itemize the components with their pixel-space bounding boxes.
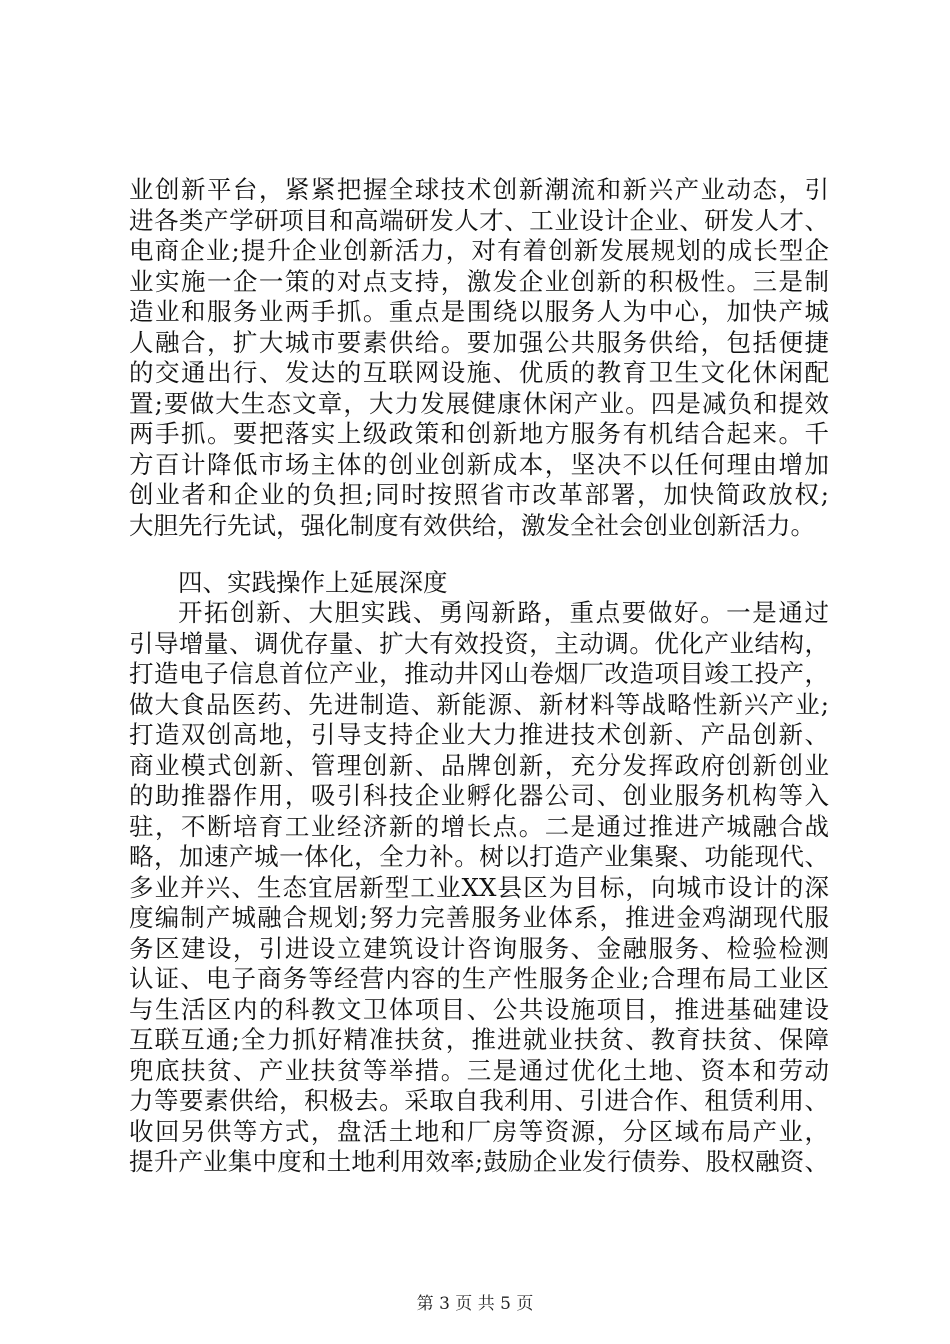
- text-line: 造业和服务业两手抓。重点是围绕以服务人为中心，加快产城: [129, 297, 829, 326]
- text-line: 方百计降低市场主体的创业创新成本，坚决不以任何理由增加: [129, 449, 829, 479]
- text-line: 大胆先行先试，强化制度有效供给，激发全社会创业创新活力。: [129, 510, 815, 540]
- text-line: 兜底扶贫、产业扶贫等举措。三是通过优化土地、资本和劳动: [129, 1055, 829, 1085]
- text-line: 做大食品医药、先进制造、新能源、新材料等战略性新兴产业;: [129, 689, 829, 719]
- text-line: 进各类产学研项目和高端研发人才、工业设计企业、研发人才、: [129, 205, 829, 235]
- text-line: 业实施一企一策的对点支持，激发企业创新的积极性。三是制: [129, 266, 829, 296]
- text-line: 与生活区内的科教文卫体项目、公共设施项目，推进基础建设: [129, 994, 829, 1024]
- text-line: 打造双创高地，引导支持企业大力推进技术创新、产品创新、: [129, 720, 829, 749]
- paragraph-2: [129, 598, 829, 1178]
- text-line: 收回另供等方式，盘活土地和厂房等资源，分区域布局产业，: [129, 1116, 829, 1146]
- text-line: 提升产业集中度和土地利用效率;鼓励企业发行债券、股权融资、: [129, 1147, 829, 1176]
- text-line: 人融合，扩大城市要素供给。要加强公共服务供给，包括便捷: [129, 327, 829, 357]
- text-line: 两手抓。要把落实上级政策和创新地方服务有机结合起来。千: [129, 419, 829, 448]
- text-line: 开拓创新、大胆实践、勇闯新路，重点要做好。一是通过: [178, 598, 829, 627]
- text-line: 业创新平台，紧紧把握全球技术创新潮流和新兴产业动态，引: [129, 175, 829, 204]
- text-line: 度编制产城融合规划;努力完善服务业体系，推进金鸡湖现代服: [129, 903, 829, 932]
- text-line: 认证、电子商务等经营内容的生产性服务企业;合理布局工业区: [129, 964, 829, 993]
- section-heading: 四、实践操作上延展深度: [178, 568, 448, 597]
- text-line: 创业者和企业的负担;同时按照省市改革部署，加快简政放权;: [129, 480, 829, 509]
- text-line: 略，加速产城一体化，全力补。树以打造产业集聚、功能现代、: [129, 842, 829, 871]
- text-line: 驻，不断培育工业经济新的增长点。二是通过推进产城融合战: [129, 811, 829, 841]
- text-line: 引导增量、调优存量、扩大有效投资，主动调。优化产业结构，: [129, 628, 829, 658]
- text-line: 的交通出行、发达的互联网设施、优质的教育卫生文化休闲配: [129, 358, 829, 387]
- text-line: 置;要做大生态文章，大力发展健康休闲产业。四是减负和提效: [129, 388, 829, 418]
- text-line: 多业并兴、生态宜居新型工业XX县区为目标，向城市设计的深: [129, 872, 829, 902]
- paragraph-1: [129, 175, 829, 541]
- page-footer: 第 3 页 共 5 页: [416, 1294, 534, 1314]
- text-line: 务区建设，引进设立建筑设计咨询服务、金融服务、检验检测: [129, 933, 829, 963]
- text-line: 打造电子信息首位产业，推动井冈山卷烟厂改造项目竣工投产，: [129, 659, 829, 688]
- text-line: 的助推器作用，吸引科技企业孵化器公司、创业服务机构等入: [129, 781, 829, 810]
- text-line: 力等要素供给，积极去。采取自我利用、引进合作、租赁利用、: [129, 1086, 829, 1115]
- text-line: 互联互通;全力抓好精准扶贫，推进就业扶贫、教育扶贫、保障: [129, 1025, 829, 1054]
- text-line: 商业模式创新、管理创新、品牌创新，充分发挥政府创新创业: [129, 750, 829, 780]
- text-line: 电商企业;提升企业创新活力，对有着创新发展规划的成长型企: [129, 236, 829, 265]
